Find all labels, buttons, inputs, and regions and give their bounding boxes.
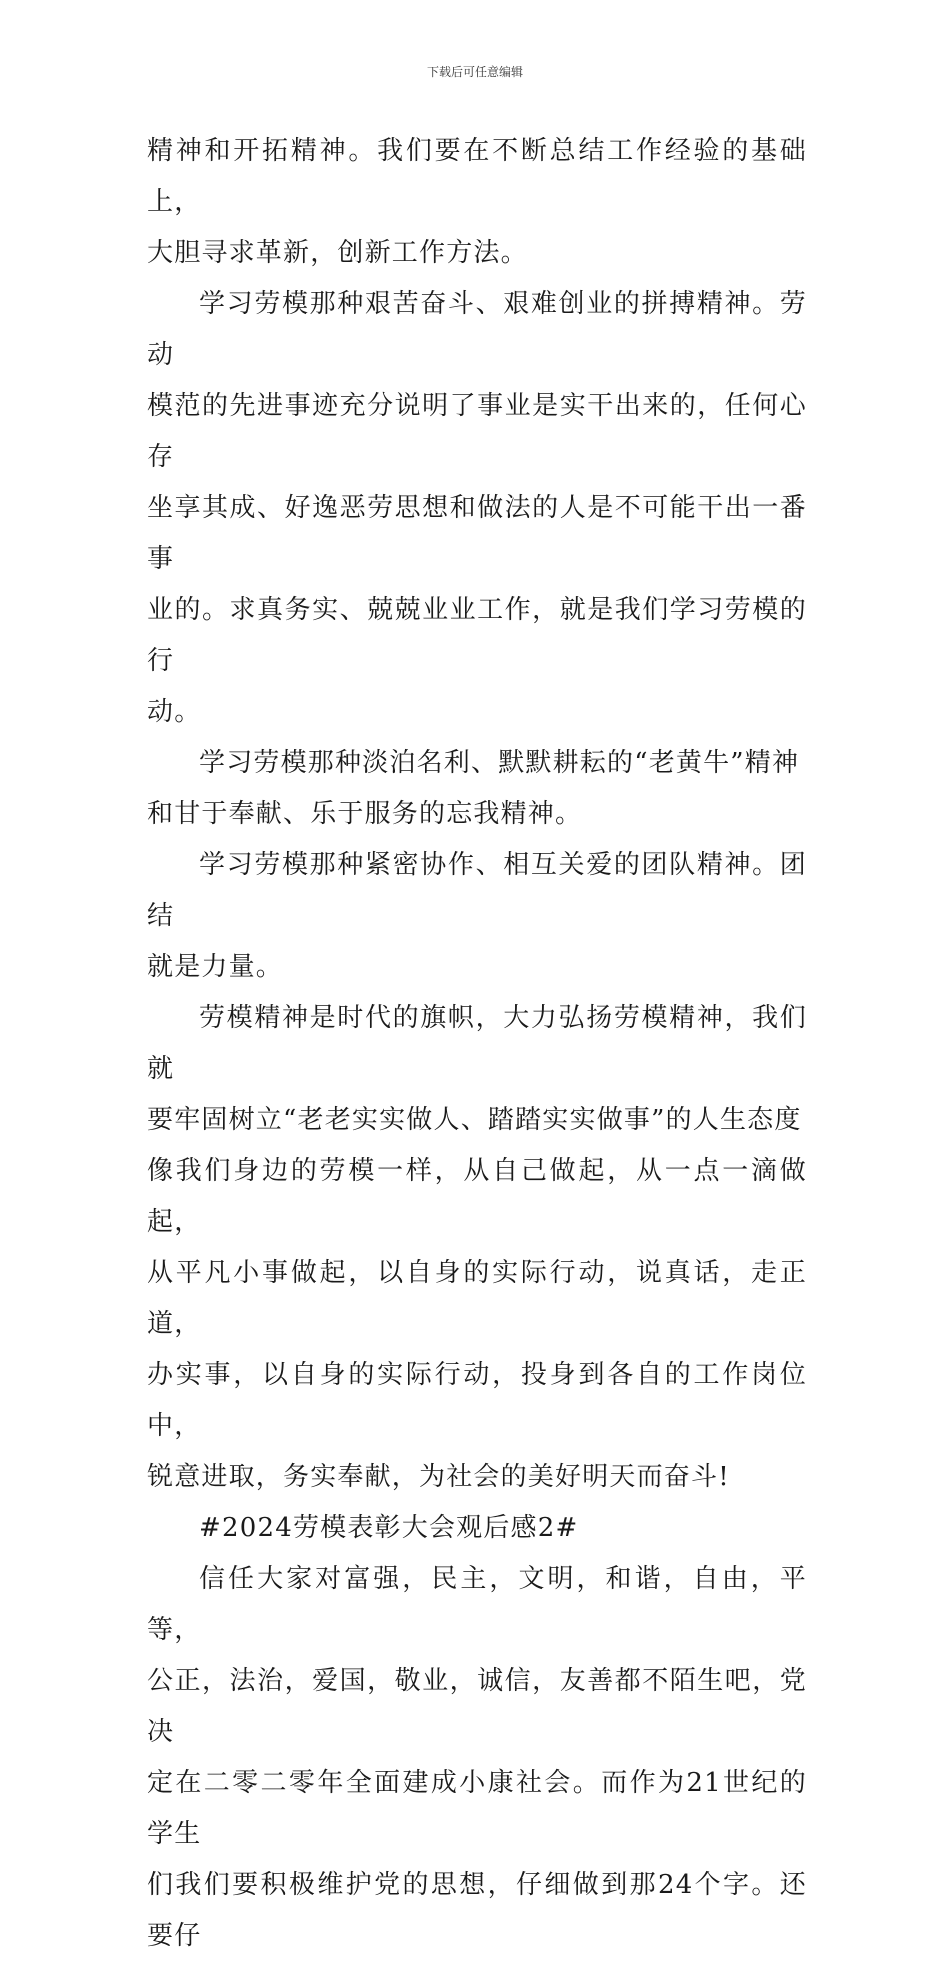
text-line: 坐享其成、好逸恶劳思想和做法的人是不可能干出一番事 <box>147 493 807 574</box>
document-body <box>147 126 807 1962</box>
text-line: 办实事，以自身的实际行动，投身到各自的工作岗位中， <box>147 1360 807 1441</box>
text-line: 公正，法治，爱国，敬业，诚信，友善都不陌生吧，党决 <box>147 1666 807 1747</box>
text-line: 和甘于奉献、乐于服务的忘我精神。 <box>147 799 583 829</box>
paragraph <box>147 738 807 840</box>
text-line: 就是力量。 <box>147 952 284 982</box>
page-header: 下载后可任意编辑 <box>426 65 523 79</box>
text-line: 学习劳模那种淡泊名利、默默耕耘的“老黄牛”精神 <box>199 748 800 778</box>
text-line: 动。 <box>147 697 202 727</box>
text-line: 定在二零二零年全面建成小康社会。而作为21世纪的学生 <box>147 1768 807 1849</box>
text-line: 业的。求真务实、兢兢业业工作，就是我们学习劳模的行 <box>147 595 807 676</box>
text-line: 锐意进取，务实奉献，为社会的美好明天而奋斗! <box>147 1462 730 1492</box>
text-line: 像我们身边的劳模一样，从自己做起，从一点一滴做起， <box>147 1156 807 1237</box>
paragraph <box>147 993 807 1503</box>
paragraph <box>147 840 807 993</box>
paragraph <box>147 126 807 279</box>
paragraph <box>147 1554 807 1962</box>
text-line: #2024劳模表彰大会观后感2# <box>199 1513 579 1543</box>
text-line: 信任大家对富强，民主，文明，和谐，自由，平等， <box>147 1564 807 1645</box>
text-line: 精神和开拓精神。我们要在不断总结工作经验的基础上， <box>147 136 807 217</box>
text-line: 们我们要积极维护党的思想，仔细做到那24个字。还要仔 <box>147 1870 807 1951</box>
text-line: 从平凡小事做起，以自身的实际行动，说真话，走正道， <box>147 1258 807 1339</box>
text-line: 模范的先进事迹充分说明了事业是实干出来的，任何心存 <box>147 391 807 472</box>
paragraph <box>147 279 807 738</box>
text-line: 劳模精神是时代的旗帜，大力弘扬劳模精神，我们就 <box>147 1003 807 1084</box>
text-line: 学习劳模那种艰苦奋斗、艰难创业的拼搏精神。劳动 <box>147 289 807 370</box>
text-line: 学习劳模那种紧密协作、相互关爱的团队精神。团结 <box>147 850 807 931</box>
text-line: 大胆寻求革新，创新工作方法。 <box>147 238 528 268</box>
paragraph <box>147 1503 807 1554</box>
text-line: 要牢固树立“老老实实做人、踏踏实实做事”的人生态度 <box>147 1105 802 1135</box>
